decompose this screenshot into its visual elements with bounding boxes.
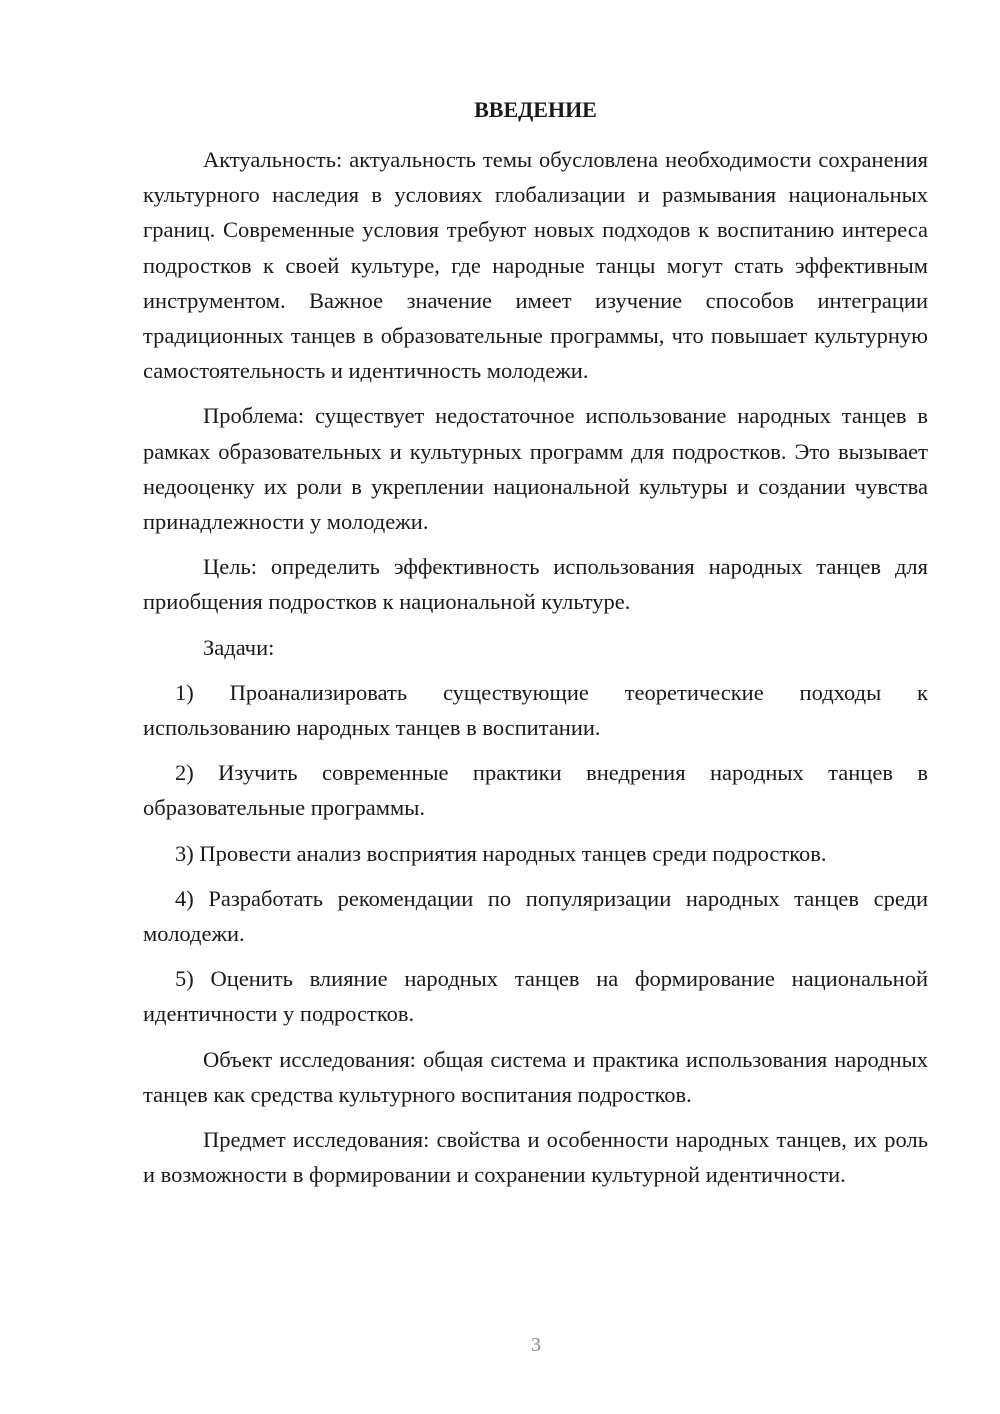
subject-paragraph: Предмет исследования: свойства и особенности народных танцев, их роль и возможности в формировании и сохранении культурной идентичности. <box>143 1127 928 1188</box>
section-heading: ВВЕДЕНИЕ <box>474 97 597 122</box>
task-item-3: 3) Провести анализ восприятия народных танцев среди подростков. <box>175 840 827 866</box>
task-item-4: 4) Разработать рекомендации по популяризации народных танцев среди молодежи. <box>143 885 928 947</box>
task-item-1: 1) Проанализировать существующие теоретические подходы к использованию народных танцев в воспитании. <box>143 679 928 741</box>
tasks-label: Задачи: <box>203 634 275 660</box>
problem-paragraph: Проблема: существует недостаточное использование народных танцев в рамках образовательных и культурных программ для подростков. Это вызывает недооценку их роли в укреплении национальной культуры и создании чувства принадлежности у молодежи. <box>143 403 928 535</box>
document-page <box>143 94 928 1202</box>
relevance-paragraph: Актуальность: актуальность темы обусловлена необходимости сохранения культурного наследия в условиях глобализации и размывания национальных границ. Современные условия требуют новых подходов к воспитанию интереса подростков к своей культуре, где народные танцы могут стать эффективным инструментом. Важное значение имеет изучение способов интеграции традиционных танцев в образовательные программы, что повышает культурную самостоятельность и идентичность молодежи. <box>143 147 928 384</box>
goal-paragraph: Цель: определить эффективность использования народных танцев для приобщения подростков к национальной культуре. <box>143 554 928 615</box>
task-item-2: 2) Изучить современные практики внедрения народных танцев в образовательные программы. <box>143 760 928 821</box>
page-number: 3 <box>531 1334 541 1356</box>
task-item-5: 5) Оценить влияние народных танцев на формирование национальной идентичности у подростков. <box>143 966 928 1027</box>
object-paragraph: Объект исследования: общая система и практика использования народных танцев как средства культурного воспитания подростков. <box>143 1046 928 1107</box>
